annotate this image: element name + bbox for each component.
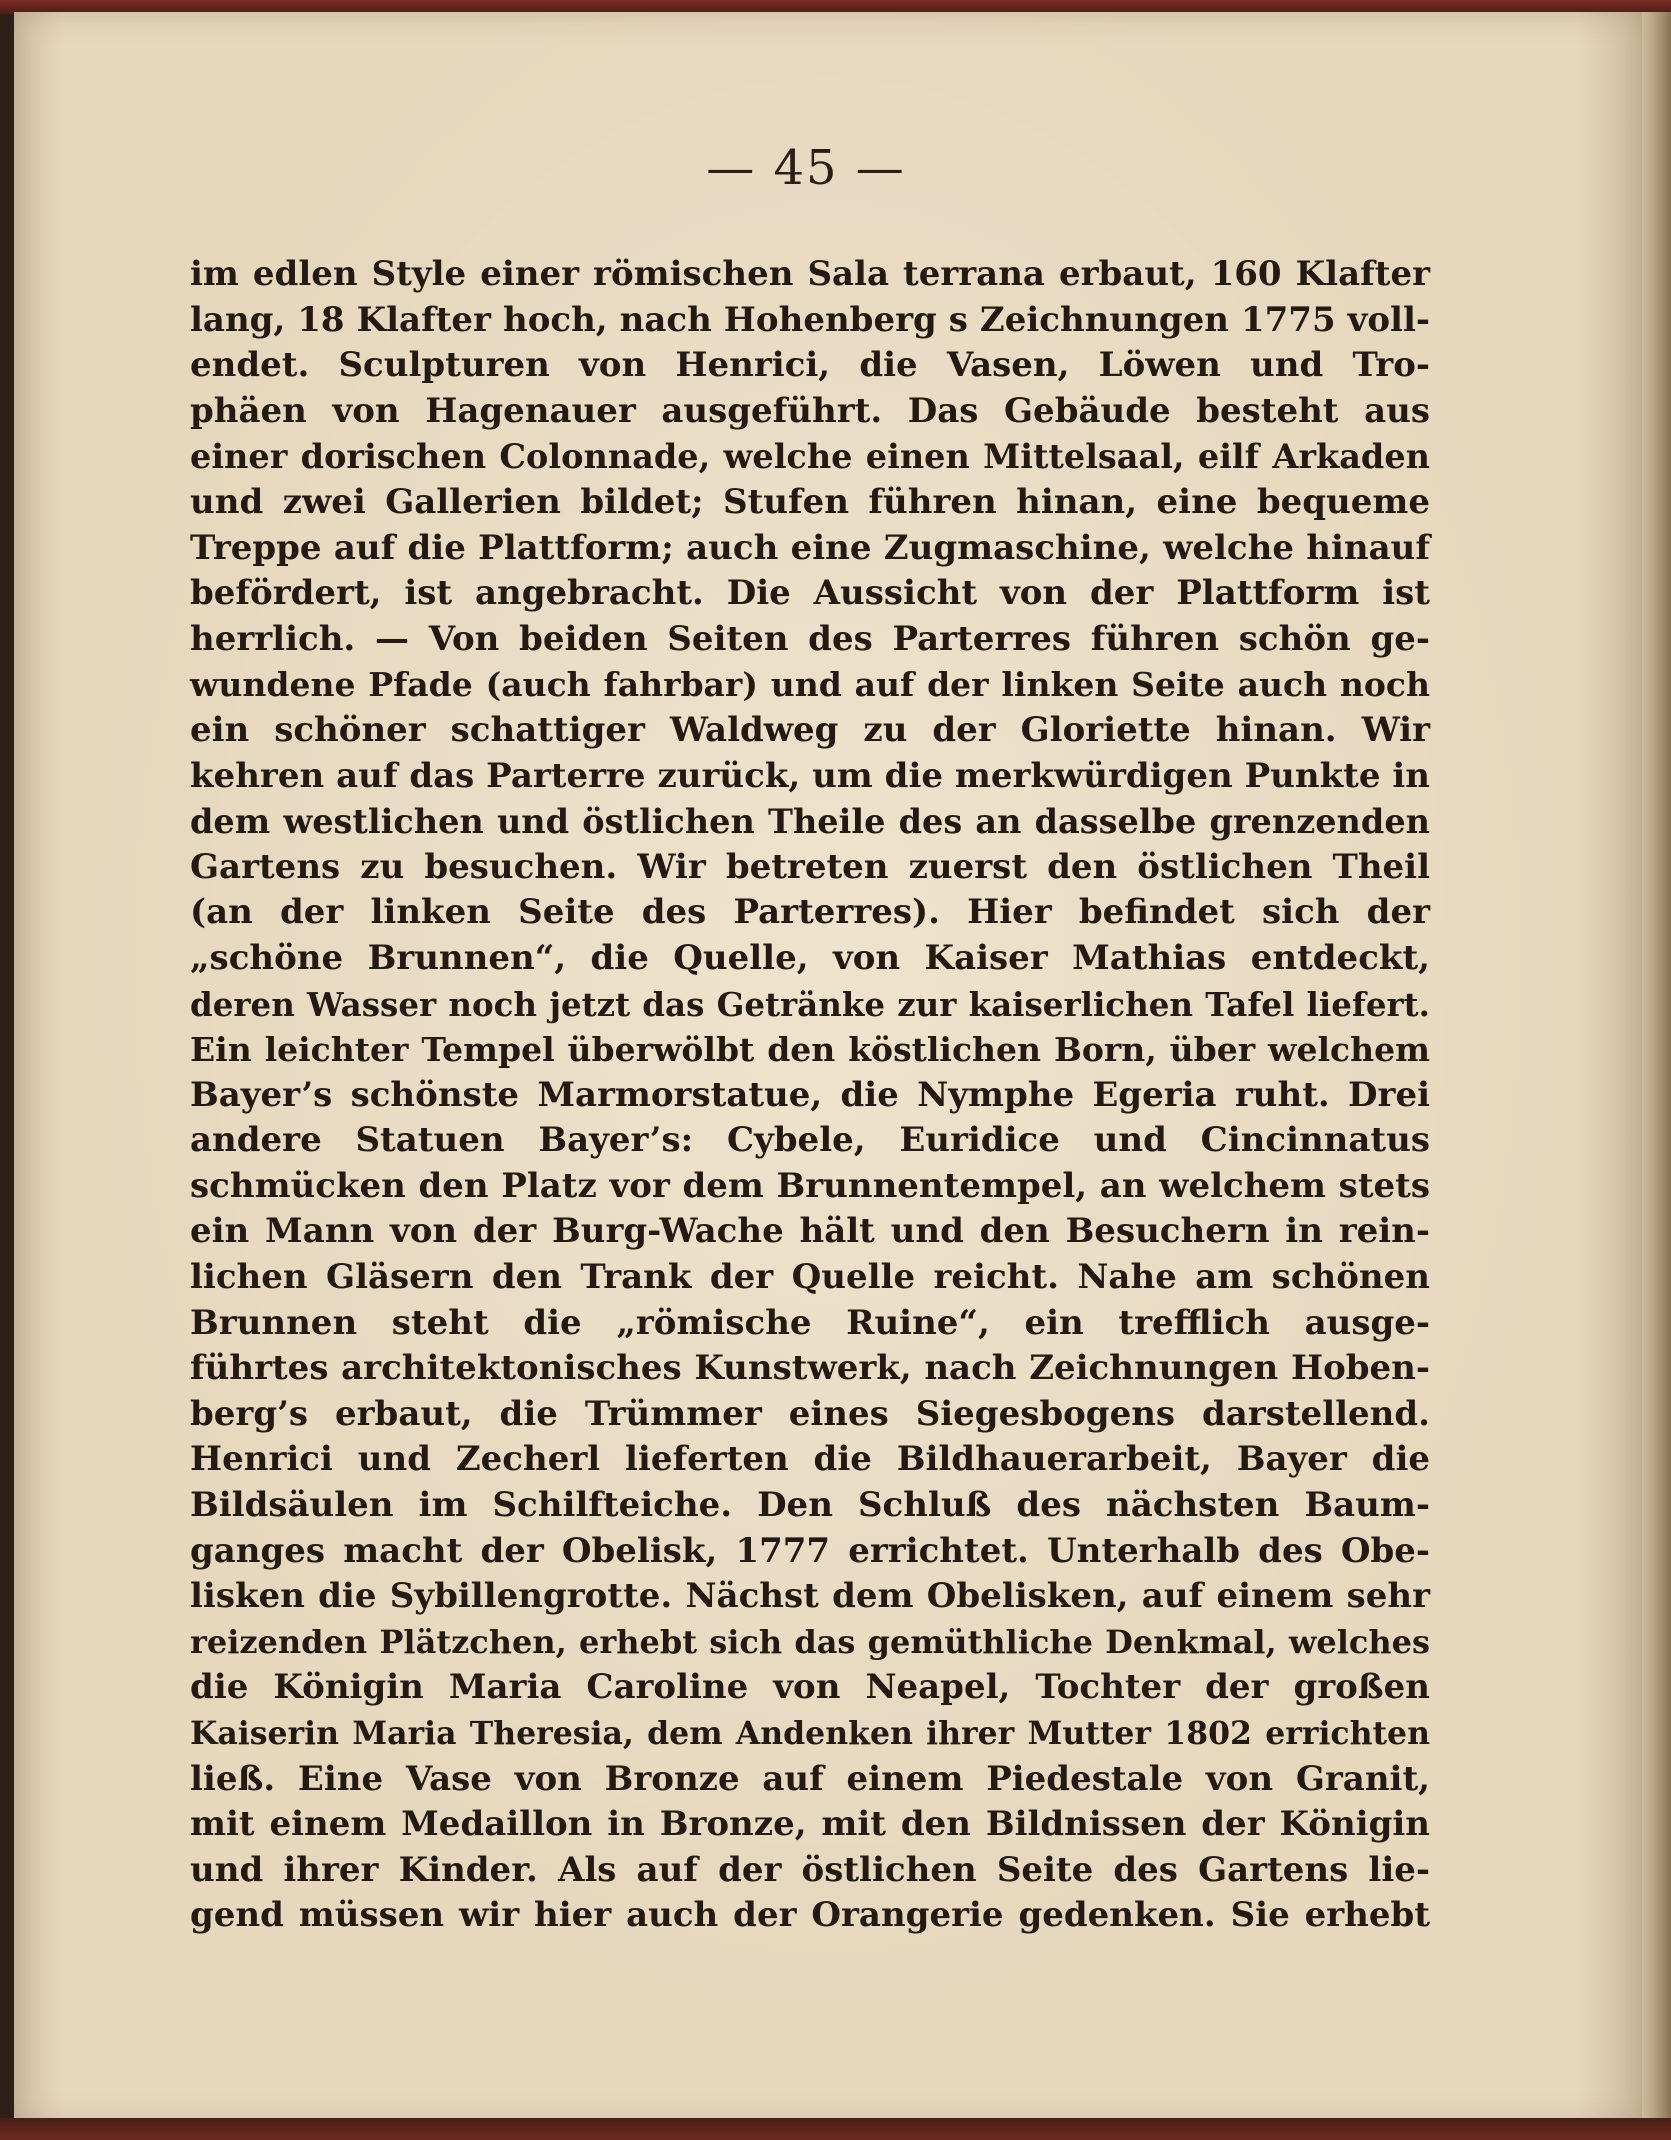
- page-number: — 45 —: [706, 140, 906, 196]
- text-line: Gartens zu besuchen. Wir betreten zuerst den östlichen Theil: [190, 846, 1430, 887]
- page-edge-right: [1642, 12, 1671, 2124]
- page-paper: [14, 12, 1642, 2124]
- body-text: [190, 252, 1430, 1939]
- text-line: dem westlichen und östlichen Theile des an dasselbe grenzenden: [190, 802, 1430, 842]
- text-line: phäen von Hagenauer ausgeführt. Das Gebäude besteht aus: [190, 390, 1430, 431]
- text-line: Ein leichter Tempel überwölbt den köstlichen Born, über welchem: [190, 1030, 1430, 1070]
- text-line: reizenden Plätzchen, erhebt sich das gemüthliche Denkmal, welches: [190, 1622, 1430, 1661]
- text-line: ganges macht der Obelisk, 1777 errichtet. Unterhalb des Obe-: [190, 1530, 1430, 1571]
- text-line: befördert, ist angebracht. Die Aussicht von der Plattform ist: [190, 573, 1430, 614]
- binding-bottom-edge: [0, 2118, 1671, 2140]
- text-line: Henrici und Zecherl lieferten die Bildhauerarbeit, Bayer die: [190, 1439, 1430, 1480]
- text-line: endet. Sculpturen von Henrici, die Vasen, Löwen und Tro-: [190, 345, 1430, 386]
- text-line: gend müssen wir hier auch der Orangerie gedenken. Sie erhebt: [190, 1895, 1430, 1936]
- text-line: ein schöner schattiger Waldweg zu der Gloriette hinan. Wir: [190, 709, 1430, 750]
- text-line: im edlen Style einer römischen Sala terrana erbaut, 160 Klafter: [190, 254, 1430, 294]
- text-line: kehren auf das Parterre zurück, um die merkwürdigen Punkte in: [190, 755, 1430, 796]
- text-line: und ihrer Kinder. Als auf der östlichen Seite des Gartens lie-: [190, 1849, 1430, 1890]
- text-line: Kaiserin Maria Theresia, dem Andenken ihrer Mutter 1802 errichten: [190, 1715, 1430, 1752]
- text-line: Bildsäulen im Schilfteiche. Den Schluß des nächsten Baum-: [190, 1485, 1430, 1526]
- text-line: wundene Pfade (auch fahrbar) und auf der linken Seite auch noch: [190, 665, 1430, 705]
- text-line: Treppe auf die Plattform; auch eine Zugmaschine, welche hinauf: [190, 527, 1430, 568]
- text-line: Brunnen steht die „römische Ruine“, ein trefflich ausge-: [190, 1302, 1430, 1343]
- text-line: lichen Gläsern den Trank der Quelle reicht. Nahe am schönen: [190, 1257, 1430, 1298]
- text-line: lisken die Sybillengrotte. Nächst dem Obelisken, auf einem sehr: [190, 1576, 1430, 1617]
- text-line: lang, 18 Klafter hoch, nach Hohenberg s Zeichnungen 1775 voll-: [190, 299, 1430, 340]
- text-line: Bayer’s schönste Marmorstatue, die Nymphe Egeria ruht. Drei: [190, 1074, 1430, 1115]
- text-line: herrlich. — Von beiden Seiten des Parterres führen schön ge-: [190, 618, 1430, 659]
- text-line: die Königin Maria Caroline von Neapel, Tochter der großen: [190, 1667, 1430, 1708]
- text-line: führtes architektonisches Kunstwerk, nach Zeichnungen Hoben-: [190, 1348, 1430, 1389]
- text-line: ein Mann von der Burg-Wache hält und den Besuchern in rein-: [190, 1211, 1430, 1252]
- text-line: einer dorischen Colonnade, welche einen Mittelsaal, eilf Arkaden: [190, 437, 1430, 477]
- text-line: deren Wasser noch jetzt das Getränke zur kaiserlichen Tafel liefert.: [190, 984, 1430, 1024]
- text-line: „schöne Brunnen“, die Quelle, von Kaiser Mathias entdeckt,: [190, 937, 1430, 978]
- text-line: mit einem Medaillon in Bronze, mit den Bildnissen der Königin: [190, 1804, 1430, 1845]
- text-line: andere Statuen Bayer’s: Cybele, Euridice und Cincinnatus: [190, 1120, 1430, 1161]
- text-line: schmücken den Platz vor dem Brunnentempel, an welchem stets: [190, 1165, 1430, 1206]
- text-line: berg’s erbaut, die Trümmer eines Siegesbogens darstellend.: [190, 1393, 1430, 1434]
- text-line: ließ. Eine Vase von Bronze auf einem Piedestale von Granit,: [190, 1758, 1430, 1799]
- text-line: (an der linken Seite des Parterres). Hier befindet sich der: [190, 892, 1430, 933]
- text-line: und zwei Gallerien bildet; Stufen führen hinan, eine bequeme: [190, 481, 1430, 522]
